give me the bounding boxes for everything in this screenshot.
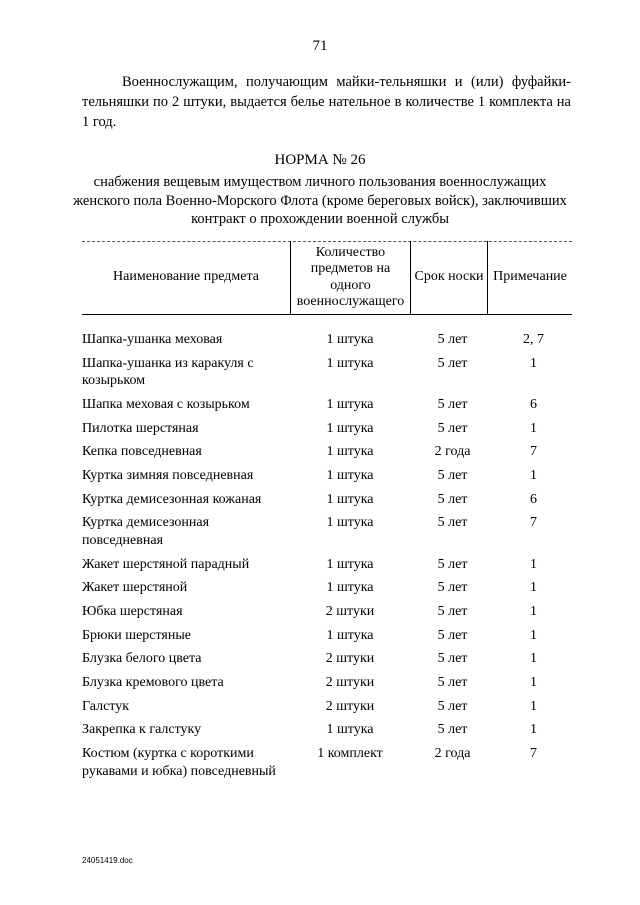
item-term: 5 лет	[437, 603, 468, 619]
table-row	[82, 603, 572, 621]
item-term: 5 лет	[437, 515, 468, 531]
item-name: Шапка меховая с козырьком	[82, 396, 250, 412]
item-term: 2 года	[434, 746, 471, 761]
header-term: Срок носки	[414, 269, 484, 285]
item-name: Куртка демисезонная повседневная	[82, 515, 210, 548]
table-row	[82, 556, 572, 574]
item-term: 2 года	[434, 444, 471, 460]
table-body	[82, 331, 572, 786]
item-term: 5 лет	[437, 396, 468, 412]
item-note: 1	[530, 603, 537, 619]
header-quantity: Количество предметов на одного военнослужащего	[296, 244, 405, 309]
item-note: 1	[530, 355, 537, 371]
item-name: Закрепка к галстуку	[82, 722, 202, 738]
table-row	[82, 396, 572, 414]
item-term: 5 лет	[437, 651, 468, 667]
item-term: 5 лет	[437, 698, 468, 714]
item-name: Шапка-ушанка меховая	[82, 332, 223, 347]
item-quantity: 1 штука	[326, 515, 374, 531]
item-note: 2, 7	[523, 332, 544, 347]
item-name: Юбка шерстяная	[82, 603, 183, 619]
table-row	[82, 443, 572, 461]
item-term: 5 лет	[437, 420, 468, 436]
item-name: Галстук	[82, 698, 130, 714]
file-name-footer: 24051419.doc	[82, 856, 133, 865]
item-quantity: 1 штука	[326, 556, 374, 572]
table-row	[82, 355, 572, 390]
item-name: Кепка повседневная	[82, 444, 202, 460]
item-name: Жакет шерстяной	[82, 580, 188, 596]
item-note: 1	[530, 722, 537, 738]
item-term: 5 лет	[437, 355, 468, 371]
item-note: 6	[530, 491, 537, 507]
item-term: 5 лет	[437, 580, 468, 596]
item-quantity: 1 штука	[326, 722, 374, 738]
item-quantity: 1 штука	[326, 396, 374, 412]
item-term: 5 лет	[437, 556, 468, 572]
item-quantity: 1 штука	[326, 355, 374, 371]
item-name: Блузка белого цвета	[82, 651, 202, 667]
item-name: Жакет шерстяной парадный	[82, 556, 250, 572]
item-name: Блузка кремового цвета	[82, 674, 224, 690]
item-name: Брюки шерстяные	[82, 627, 191, 643]
item-quantity: 1 штука	[326, 580, 374, 596]
item-name: Костюм (куртка с короткими рукавами и юбка) повседневный	[82, 746, 276, 779]
table-row	[82, 745, 572, 780]
item-quantity: 1 штука	[326, 332, 374, 347]
norm-subtitle: снабжения вещевым имуществом личного пользования военнослужащих женского пола Военно-Морского Флота (кроме береговых войск), заключивших контракт о прохождении военной службы	[73, 174, 567, 227]
item-quantity: 1 штука	[326, 467, 374, 483]
table-row	[82, 491, 572, 509]
item-note: 1	[530, 627, 537, 643]
item-note: 7	[530, 746, 537, 761]
item-term: 5 лет	[437, 332, 468, 347]
item-term: 5 лет	[437, 467, 468, 483]
item-quantity: 1 штука	[326, 491, 374, 507]
item-name: Шапка-ушанка из каракуля с козырьком	[82, 355, 254, 389]
header-name: Наименование предмета	[113, 269, 259, 285]
item-note: 1	[530, 580, 537, 596]
item-note: 1	[530, 467, 537, 483]
item-term: 5 лет	[437, 627, 468, 643]
item-name: Куртка зимняя повседневная	[82, 467, 254, 483]
table-row	[82, 674, 572, 692]
item-quantity: 1 штука	[326, 627, 374, 643]
item-quantity: 2 штуки	[325, 698, 375, 714]
item-term: 5 лет	[437, 722, 468, 738]
item-term: 5 лет	[437, 491, 468, 507]
header-bottom-border	[82, 314, 572, 315]
item-name: Куртка демисезонная кожаная	[82, 491, 262, 507]
item-note: 1	[530, 698, 537, 714]
item-note: 7	[530, 515, 537, 531]
item-note: 1	[530, 651, 537, 667]
intro-paragraph: Военнослужащим, получающим майки-тельняшки и (или) фуфайки-тельняшки по 2 штуки, выдается белье нательное в количестве 1 комплекта на 1 год.	[82, 74, 571, 130]
item-quantity: 1 комплект	[317, 746, 383, 761]
norm-title: НОРМА № 26	[274, 152, 366, 168]
item-name: Пилотка шерстяная	[82, 420, 199, 436]
table-row	[82, 627, 572, 645]
item-quantity: 2 штуки	[325, 603, 375, 619]
header-note: Примечание	[493, 269, 567, 285]
item-quantity: 2 штуки	[325, 674, 375, 690]
item-quantity: 1 штука	[326, 420, 374, 436]
item-note: 7	[530, 444, 537, 460]
table-row	[82, 420, 572, 438]
item-note: 6	[530, 396, 537, 412]
table-row	[82, 514, 572, 549]
item-note: 1	[530, 420, 537, 436]
item-quantity: 2 штуки	[325, 651, 375, 667]
table-row	[82, 467, 572, 485]
item-quantity: 1 штука	[326, 444, 374, 460]
table-row	[82, 721, 572, 739]
table-row	[82, 579, 572, 597]
item-term: 5 лет	[437, 674, 468, 690]
item-note: 1	[530, 674, 537, 690]
table-row	[82, 698, 572, 716]
item-note: 1	[530, 556, 537, 572]
page-number: 71	[312, 38, 328, 54]
table-row	[82, 650, 572, 668]
table-row	[82, 331, 572, 349]
